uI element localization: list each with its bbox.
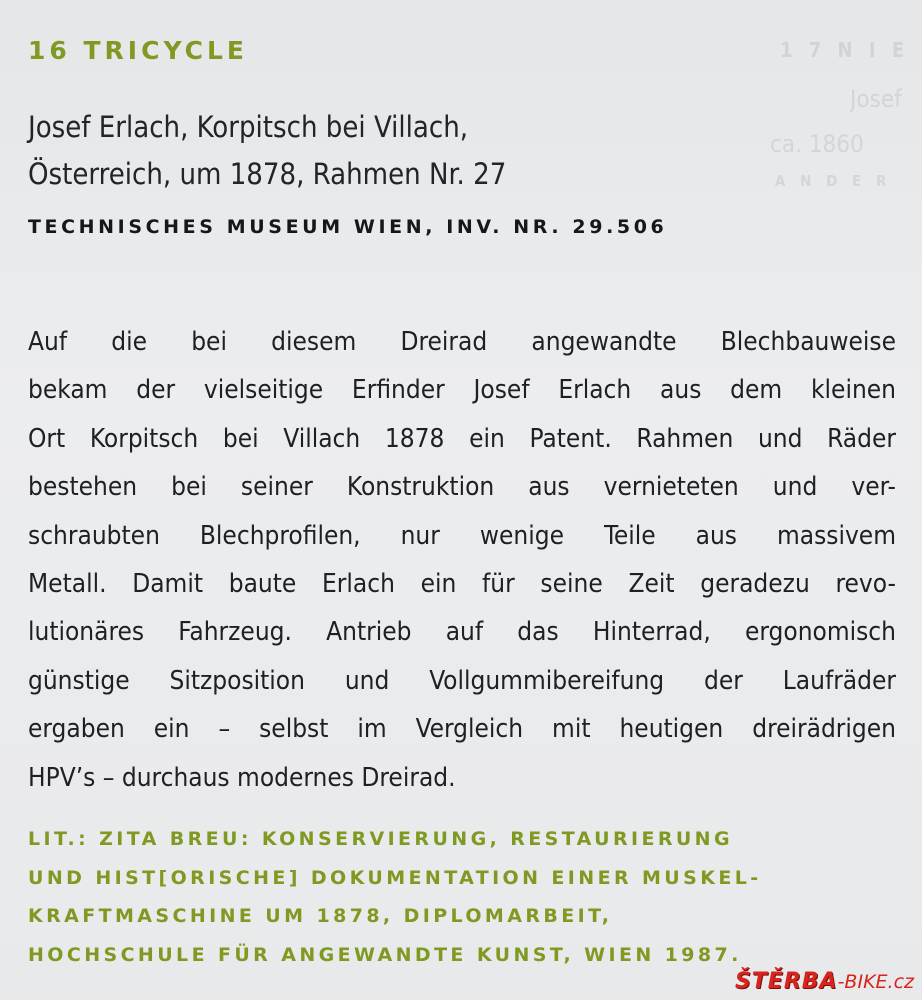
literature-line: UND HIST[ORISCHE] DOKUMENTATION EINER MUSKEL- [28, 866, 762, 889]
site-watermark [735, 969, 914, 994]
collection-reference: TECHNISCHES MUSEUM WIEN, INV. NR. 29.506 [28, 216, 668, 238]
paragraph-line: Auf die bei diesem Dreirad angewandte Blechbauweise [28, 327, 896, 357]
maker-line: Josef Erlach, Korpitsch bei Villach, [28, 110, 469, 144]
watermark-brand: ŠTĚRBA [734, 969, 838, 994]
paragraph-line: bekam der vielseitige Erfinder Josef Erlach aus dem kleinen [28, 375, 896, 406]
paragraph-line: Metall. Damit baute Erlach ein für seine Zeit geradezu revo- [28, 569, 896, 600]
literature-reference [28, 820, 762, 974]
bleed-through-text: ca. 1860 [770, 130, 864, 158]
literature-line: KRAFTMASCHINE UM 1878, DIPLOMARBEIT, [28, 905, 613, 927]
maker-line: Österreich, um 1878, Rahmen Nr. 27 [28, 157, 507, 191]
maker-info [28, 104, 506, 198]
description-paragraph [28, 318, 896, 802]
paragraph-line: HPV’s – durchaus modernes Dreirad. [28, 762, 456, 793]
entry-title: 16 TRICYCLE [28, 36, 249, 65]
paragraph-line: Ort Korpitsch bei Villach 1878 ein Patent. Rahmen und Räder [28, 423, 896, 454]
literature-line: HOCHSCHULE FÜR ANGEWANDTE KUNST, WIEN 1987. [28, 943, 742, 966]
bleed-through-text: A N D E R [775, 172, 892, 190]
paragraph-line: ergaben ein – selbst im Vergleich mit heutigen dreirädrigen [28, 714, 896, 745]
paragraph-line: lutionäres Fahrzeug. Antrieb auf das Hinterrad, ergonomisch [28, 617, 896, 648]
paragraph-line: schraubten Blechprofilen, nur wenige Teile aus massivem [28, 520, 896, 551]
bleed-through-heading: 1 7 N I E [780, 38, 910, 62]
literature-line: LIT.: ZITA BREU: KONSERVIERUNG, RESTAURIERUNG [28, 828, 733, 850]
paragraph-line: günstige Sitzposition und Vollgummibereifung der Laufräder [28, 665, 896, 696]
watermark-site: -BIKE.cz [837, 971, 914, 993]
bleed-through-text: Josef [850, 85, 902, 113]
paragraph-line: bestehen bei seiner Konstruktion aus vernieteten und ver- [28, 472, 896, 503]
